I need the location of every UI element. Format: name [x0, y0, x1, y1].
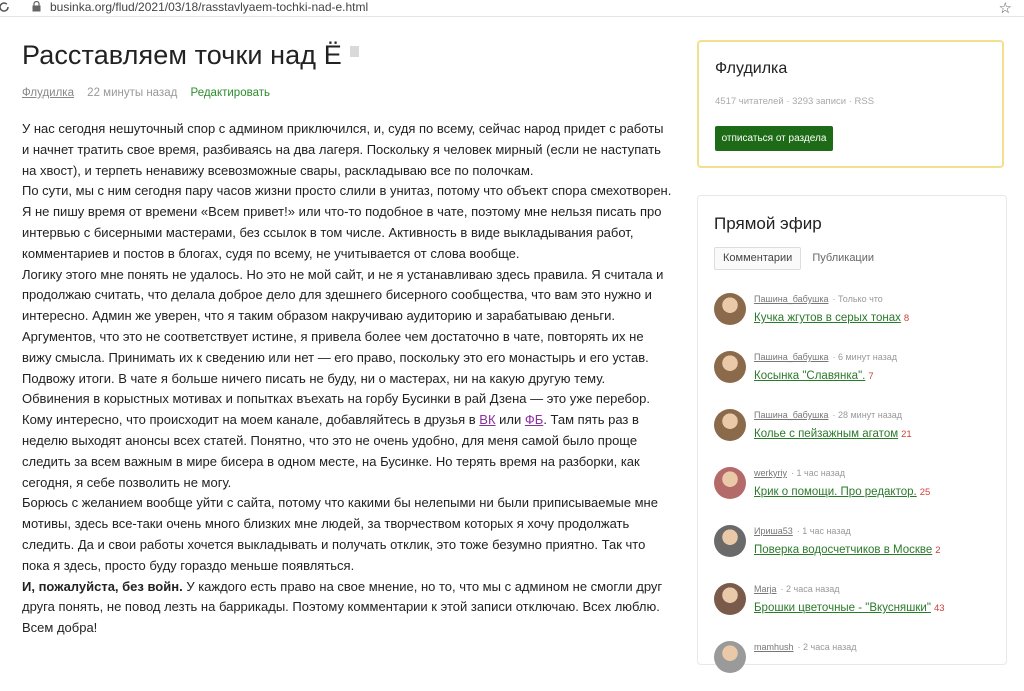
feed-time: · 2 часа назад [797, 642, 857, 652]
tab-posts[interactable]: Публикации [812, 252, 875, 264]
paragraph-text: Кому интересно, что происходит на моем канале, добавляйтесь в друзья в [22, 412, 480, 428]
tab-comments[interactable]: Комментарии [714, 247, 801, 270]
feed-time: · Только что [832, 294, 883, 304]
feed-head [754, 409, 902, 421]
username-link[interactable]: Пашина_бабушка [754, 352, 829, 362]
feed-head [754, 293, 883, 305]
reload-icon[interactable] [0, 1, 10, 13]
live-feed [697, 195, 1007, 665]
paragraph-text: . Там пять раз в неделю выходят анонсы всех статей. Понятно, что это не очень удобно, для меня самой было проще следить за всем важным в мире бисера в одном месте, на Бусинке. Но терять время на разборки, как сегодня, я себе позволить не могу. [22, 412, 640, 490]
username-link[interactable]: mamhush [754, 642, 794, 652]
comment-count: 2 [935, 545, 941, 556]
live-feed-title: Прямой эфир [714, 214, 822, 233]
comment-count: 7 [868, 371, 874, 382]
avatar[interactable] [714, 409, 746, 441]
post-title[interactable]: Крик о помощи. Про редактор. [754, 486, 917, 498]
feed-head [754, 525, 851, 537]
paragraph: У нас сегодня нешуточный спор с админом приключился, и, судя по всему, сейчас народ придет с работы и начнет тратить свое время, разбиваясь на два лагеря. Поскольку я человек мирный (если не наступать на хвост), и терпеть ненавижу всевозможные свары, раскладываю все по полочкам. [22, 121, 664, 178]
feed-post-link[interactable] [754, 543, 941, 558]
paragraph: Борюсь с желанием вообще уйти с сайта, потому что какими бы нелепыми ни были приписываемые мне мотивы, здесь все-таки очень много близких мне людей, за творчеством которых я хочу продолжать следить. Да и свои работы хочется выкладывать и получать отклик, это тоже безумно приятно. Так что пока я здесь, просто буду гораздо меньше появляться. [22, 495, 658, 573]
fb-link[interactable]: ФБ [524, 412, 544, 428]
lock-icon[interactable] [32, 1, 41, 12]
feed-post-link[interactable] [754, 311, 909, 326]
feed-time: · 1 час назад [796, 526, 851, 536]
feed-post-link[interactable] [754, 601, 945, 616]
feed-head [754, 351, 897, 363]
paragraph: Логику этого мне понять не удалось. Но это не мой сайт, и не я устанавливаю здесь правила. Я считала и продолжаю считать, что делала доброе дело для здешнего бисерного сообщества, что вам это нужно и интересно. Админ же уверен, что я таким образом накручиваю аудиторию и зарабатываю деньги. Аргументов, что это не соответствует истине, я привела более чем достаточно в чате, повторять их не вижу смысла. Принимать их к сведению или нет — его право, поскольку это его монастырь и его устав. [22, 266, 664, 365]
feed-time: · 6 минут назад [832, 352, 898, 362]
post-title[interactable]: Колье с пейзажным агатом [754, 428, 899, 440]
document-icon [350, 46, 359, 57]
feed-post-link[interactable] [754, 427, 912, 442]
bookmark-star-icon[interactable]: ☆ [998, 0, 1012, 17]
feed-time: · 2 часа назад [780, 584, 840, 594]
group-name[interactable]: Флудилка [715, 60, 788, 77]
username-link[interactable]: Marja [754, 584, 777, 594]
paragraph: Подвожу итоги. В чате я больше ничего писать не буду, ни о мастерах, ни на какую другую тему. Обвинения в корыстных мотивах и попытках въехать на горбу Бусинки в рай Дзена — это уже перебор. [22, 370, 651, 407]
feed-item [714, 525, 999, 575]
feed-head [754, 583, 839, 595]
feed-item [714, 351, 999, 401]
paragraph-text: У каждого есть право на свое мнение, но то, что мы с админом не смогли друг друга понять, не повод лезть на баррикады. Поэтому комментарии к этой записи отключаю. Всех люблю. Всем добра! [22, 578, 663, 636]
page-title [22, 38, 672, 72]
comment-count: 21 [901, 429, 912, 440]
feed-time: · 1 час назад [791, 468, 845, 478]
post-title[interactable]: Поверка водосчетчиков в Москве [754, 544, 933, 556]
bold-text: И, пожалуйста, без войн. [22, 578, 183, 594]
comment-count: 25 [919, 487, 931, 498]
category-link[interactable]: Флудилка [22, 87, 74, 99]
post-title[interactable]: Косынка "Славянка". [754, 370, 866, 382]
edit-link[interactable]: Редактировать [190, 87, 270, 99]
title-text: Расставляем точки над Ё [22, 40, 342, 70]
username-link[interactable]: Пашина_бабушка [754, 410, 829, 420]
paragraph: По сути, мы с ним сегодня пару часов жизни просто слили в унитаз, потому что объект спора смехотворен. Я не пишу время от времени «Всем привет!» или что-то подобное в чате, поэтому мне нельзя писать про интервью с бисерными мастерами, без ссылок в том числе. Активность в виде выкладывания работ, комментариев и постов в блогах, судя по всему, не учитывается от слова вообще. [22, 183, 672, 261]
username-link[interactable]: werkyriy [754, 468, 787, 478]
avatar[interactable] [714, 583, 746, 615]
unsubscribe-button[interactable]: отписаться от раздела [715, 126, 833, 151]
feed-item [714, 293, 999, 343]
feed-tabs [714, 247, 882, 270]
avatar[interactable] [714, 293, 746, 325]
feed-item [714, 409, 999, 459]
feed-head [754, 467, 845, 479]
paragraph [22, 577, 672, 639]
group-card [697, 40, 1004, 168]
paragraph [22, 410, 672, 493]
feed-time: · 28 минут назад [832, 410, 903, 420]
article [22, 38, 672, 639]
avatar[interactable] [714, 525, 746, 557]
avatar[interactable] [714, 641, 746, 673]
vk-link[interactable]: ВК [479, 412, 496, 428]
paragraph-text: или [495, 412, 525, 428]
post-time: 22 минуты назад [87, 87, 178, 99]
feed-post-link[interactable] [754, 485, 930, 500]
post-title[interactable]: Брошки цветочные - "Вкусняшки" [754, 602, 931, 614]
post-title[interactable]: Кучка жгутов в серых тонах [754, 312, 901, 324]
group-stats: 4517 читателей · 3293 записи · RSS [715, 96, 875, 107]
username-link[interactable]: Ириша53 [754, 526, 793, 536]
feed-post-link[interactable] [754, 369, 874, 384]
username-link[interactable]: Пашина_бабушка [754, 294, 829, 304]
feed-item [714, 467, 999, 517]
feed-item [714, 583, 999, 633]
comment-count: 8 [903, 313, 910, 324]
url-text[interactable]: businka.org/flud/2021/03/18/rasstavlyaem-tochki-nad-e.html [50, 0, 369, 14]
article-body [22, 119, 672, 639]
address-bar[interactable] [0, 0, 1024, 17]
comment-count: 43 [933, 603, 945, 614]
avatar[interactable] [714, 467, 746, 499]
avatar[interactable] [714, 351, 746, 383]
feed-head [754, 641, 856, 653]
article-meta [22, 85, 672, 101]
